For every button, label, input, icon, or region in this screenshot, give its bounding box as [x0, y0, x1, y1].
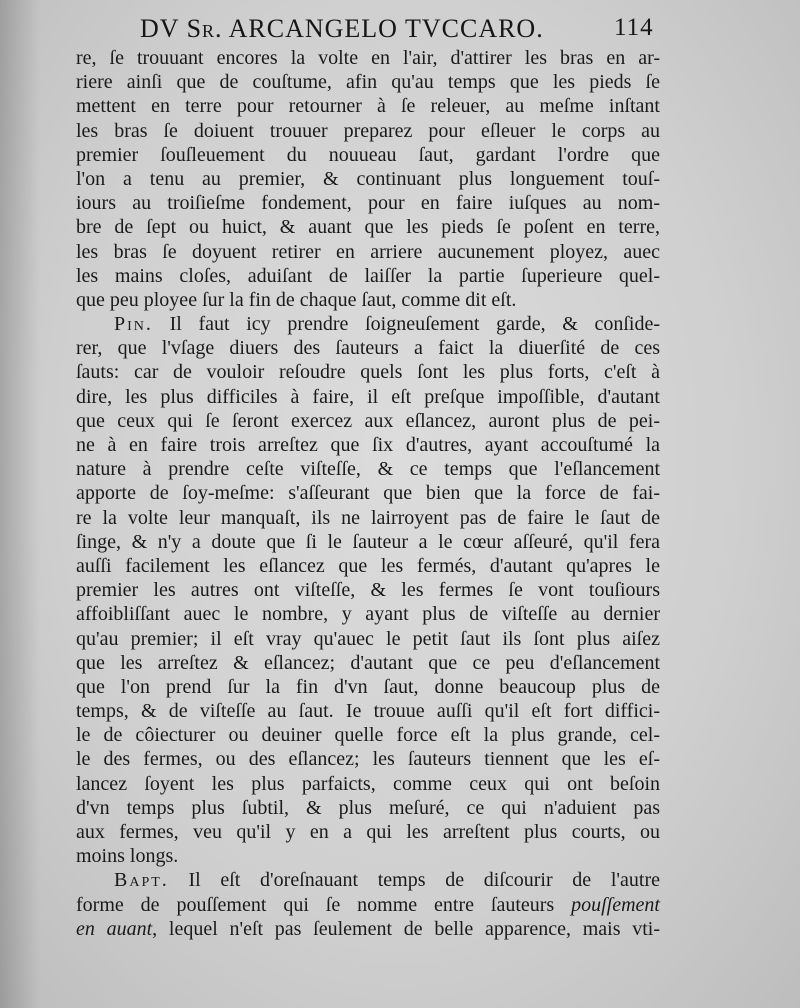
text-line — [76, 360, 660, 384]
line-text: iours au troiſieſme fondement, pour en faire iuſques au nom- — [76, 192, 660, 215]
text-line — [76, 506, 660, 530]
text-line — [76, 264, 660, 288]
text-line — [76, 578, 660, 602]
text-line — [76, 772, 660, 796]
text-line — [76, 240, 660, 264]
line-text: ſauts: car de vouloir reſoudre quels ſont les plus forts, c'eſt à — [76, 361, 660, 384]
line-text: d'vn temps plus ſubtil, & plus meſuré, ce qui n'aduient pas — [76, 796, 660, 819]
text-line — [76, 288, 660, 312]
line-text: ſinge, & n'y a doute que ſi le ſauteur a le cœur aſſeuré, qu'il fera — [76, 530, 660, 553]
speaker-name: Pin. — [114, 313, 153, 336]
line-text: auſſi facilement les eſlancez que les fermés, d'autant qu'apres le — [76, 554, 660, 577]
line-text: le des fermes, ou des eſlancez; les ſauteurs tiennent que les eſ- — [76, 748, 660, 771]
text-line — [76, 70, 660, 94]
line-text: nature à prendre ceſte viſteſſe, & ce temps que l'eſlancement — [76, 458, 660, 481]
page-number: 114 — [614, 14, 654, 41]
line-text: Il faut icy prendre ſoigneuſement garde, & conſide- — [152, 313, 660, 336]
line-text: aux fermes, veu qu'il y en a qui les arreſtent plus courts, ou — [76, 821, 660, 843]
line-text: apporte de ſoy-meſme: s'aſſeurant que bien que la force de fai- — [76, 482, 660, 505]
line-text: le de côiecturer ou deuiner quelle force eſt la plus grande, cel- — [76, 724, 660, 747]
line-text: forme de pouſſement qui ſe nomme entre ſauteurs — [76, 893, 572, 916]
line-text: que l'on prend ſur la fin d'vn ſaut, donne beaucoup plus de — [76, 675, 660, 698]
text-line — [76, 167, 660, 191]
text-line — [76, 723, 660, 747]
line-text: ne à en faire trois arreſtez que ſix d'autres, ayant accouſtumé la — [76, 434, 660, 456]
text-line — [76, 747, 660, 771]
line-text: moins longs. — [76, 845, 179, 868]
line-text: mettent en terre pour retourner à ſe releuer, au meſme inſtant — [76, 95, 660, 118]
running-title: DV Sr. ARCANGELO TVCCARO. — [140, 14, 544, 43]
text-line — [76, 191, 660, 215]
italic-term: en auant — [76, 917, 153, 940]
text-line — [76, 143, 660, 167]
line-text: premier ſouſleuement du nouueau ſaut, gardant l'ordre que — [76, 143, 660, 166]
text-line — [76, 530, 660, 554]
line-text: bre de ſept ou huict, & auant que les pieds ſe poſent en terre, — [76, 216, 660, 239]
line-text: dire, les plus difficiles à faire, il eſt preſque impoſſible, d'autant — [76, 385, 660, 408]
line-text: que les arreſtez & eſlancez; d'autant que ce peu d'eſlancement — [76, 651, 660, 674]
line-text: Il eſt d'oreſnauant temps de diſcourir de l'autre — [168, 869, 660, 892]
text-line — [76, 820, 660, 844]
text-line — [76, 651, 660, 675]
line-text: rer, que l'vſage diuers des ſauteurs a faict la diuerſité de ces — [76, 337, 660, 360]
text-line — [76, 46, 660, 70]
text-line — [76, 481, 660, 505]
line-text: que ceux qui ſe ſeront exercez aux eſlancez, auront plus de pei- — [76, 409, 660, 432]
line-text: lancez ſoyent les plus parfaicts, comme ceux qui ont beſoin — [76, 772, 660, 795]
line-text: riere ainſi que de couſtume, afin qu'au temps que les pieds ſe — [76, 71, 660, 94]
body-text — [76, 46, 660, 941]
page-header — [140, 14, 654, 48]
line-text: qu'au premier; il eſt vray qu'auec le petit ſaut ils ſont plus aiſez — [76, 627, 660, 650]
line-text: premier les autres ont viſteſſe, & les fermes ſe vont touſiours — [76, 579, 660, 602]
text-line — [76, 917, 660, 941]
text-line — [76, 312, 660, 336]
line-text: re, ſe trouuant encores la volte en l'air, d'attirer les bras en ar- — [76, 47, 660, 69]
line-text: que peu ployee ſur la fin de chaque ſaut, comme dit eſt. — [76, 288, 517, 311]
text-line — [76, 215, 660, 239]
text-line — [76, 844, 660, 868]
text-line — [76, 119, 660, 143]
text-line — [76, 675, 660, 699]
text-line — [76, 433, 660, 457]
speaker-name: Bapt. — [114, 869, 169, 892]
text-line — [76, 385, 660, 409]
text-line — [76, 868, 660, 892]
line-text: les mains cloſes, aduiſant de laiſſer la partie ſuperieure quel- — [76, 264, 660, 287]
text-line — [76, 457, 660, 481]
line-text: l'on a tenu au premier, & continuant plus longuement touſ- — [76, 167, 660, 190]
text-line — [76, 94, 660, 118]
text-line — [76, 627, 660, 651]
line-text: les bras ſe doyuent retirer en arriere aucunement ployez, auec — [76, 240, 660, 263]
text-line — [76, 409, 660, 433]
text-line — [76, 554, 660, 578]
text-line — [76, 336, 660, 360]
italic-term: pouſſement — [571, 893, 660, 916]
text-line — [76, 893, 660, 917]
line-text: affoibliſſant auec le nombre, y ayant plus de viſteſſe au dernier — [76, 603, 660, 626]
line-text: temps, & de viſteſſe au ſaut. Ie trouue auſſi qu'il eſt fort diffici- — [76, 700, 660, 723]
line-text: , lequel n'eſt pas ſeulement de belle apparence, mais vti- — [152, 917, 660, 940]
text-line — [76, 699, 660, 723]
line-text: les bras ſe doiuent trouuer preparez pour eſleuer le corps au — [76, 119, 660, 142]
text-line — [76, 602, 660, 626]
gutter-shadow — [0, 0, 40, 1008]
line-text: re la volte leur manquaſt, ils ne lairroyent pas de faire le ſaut de — [76, 506, 660, 529]
text-line — [76, 796, 660, 820]
